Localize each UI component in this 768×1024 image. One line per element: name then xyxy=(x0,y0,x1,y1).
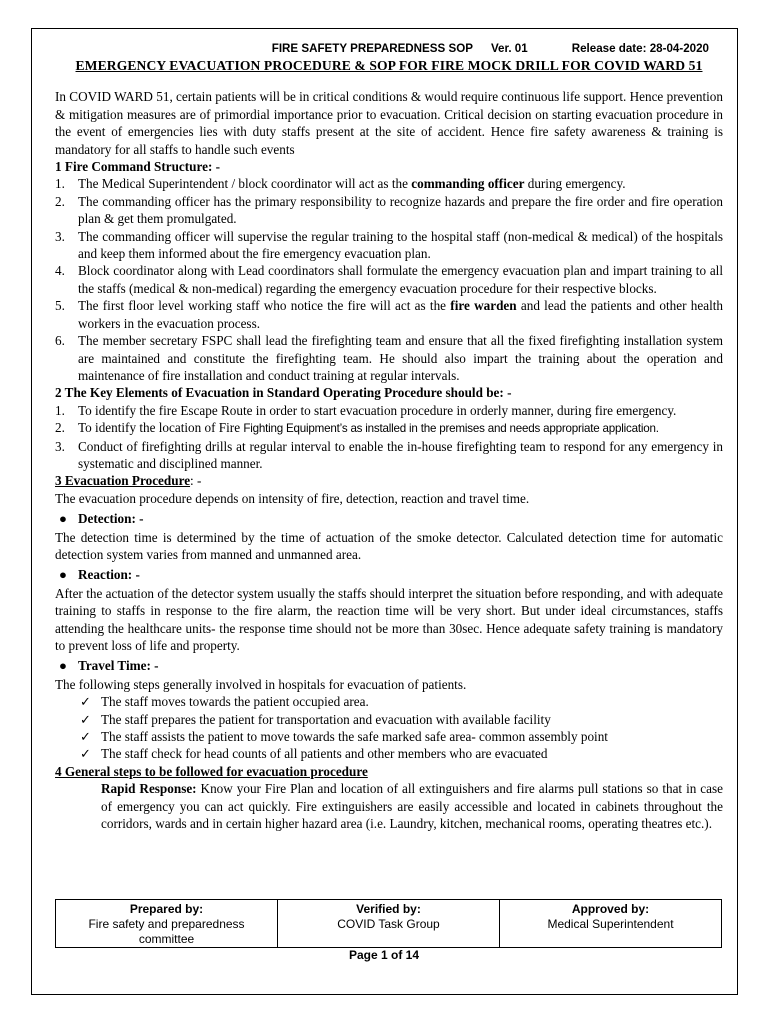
section3-intro: The evacuation procedure depends on intensity of fire, detection, reaction and travel time. xyxy=(55,490,530,506)
checkmark-icon: ✓ xyxy=(80,729,92,745)
list-item: 3. The commanding officer will supervise the regular training to the hospital staff (non-medical & medical) of the hospitals and keep them informed about the fire emergency evacuation plan. xyxy=(55,228,723,262)
section1-list xyxy=(55,175,723,384)
section3-heading: 3 Evacuation Procedure: - xyxy=(55,473,202,489)
list-item: ✓ The staff assists the patient to move towards the safe marked safe area- common assembly point xyxy=(80,729,608,745)
intro-paragraph: In COVID WARD 51, certain patients will be in critical conditions & would require continuous life support. Hence prevention & mitigation measures are of primordial importance prior to evacuation. Critical decision on starting evacuation procedure in the event of emergencies lies with duty staffs present at the site of accident. Hence fire safety awareness & training is mandatory for all staffs to handle such events xyxy=(55,89,723,157)
version: Ver. 01 xyxy=(490,42,528,55)
list-item: 2. The commanding officer has the primary responsibility to recognize hazards and prepare the fire order and fire operation plan & get them promulgated. xyxy=(55,193,723,227)
list-item: ✓ The staff prepares the patient for transportation and evacuation with available facility xyxy=(80,711,551,727)
approved-by-cell: Approved by: Medical Superintendent xyxy=(500,900,722,948)
signoff-table xyxy=(55,899,722,948)
reaction-text: After the actuation of the detector system usually the staffs should interpret the situation before responding, and with adequate training to staffs in response to the fire alarm, the reaction time will be very short. But under ideal circumstances, staffs attending the healthcare units- the response time should not be more than 30sec. Hence adequate safety training is mandatory to prevent loss of life and property. xyxy=(55,585,723,653)
section4-heading: 4 General steps to be followed for evacuation procedure xyxy=(55,763,368,779)
list-item: ✓ The staff moves towards the patient occupied area. xyxy=(80,694,369,710)
release-date: Release date: 28-04-2020 xyxy=(571,42,709,55)
rapid-response-paragraph: Rapid Response: Know your Fire Plan and location of all extinguishers and fire alarms pull stations so that in case of emergency you can act quickly. Fire extinguishers are easily accessible and located in cabinets throughout the corridors, wards and in certain higher hazard area (i.e. Laundry, kitchen, mechanical rooms, operating theatres etc.). xyxy=(101,781,723,832)
section2-list xyxy=(55,402,723,473)
list-item: 1. The Medical Superintendent / block coordinator will act as the commanding officer during emergency. xyxy=(55,176,626,192)
travel-text: The following steps generally involved in hospitals for evacuation of patients. xyxy=(55,676,467,692)
detection-text: The detection time is determined by the time of actuation of the smoke detector. Calculated detection time for automatic detection system varies from manned and unmanned area. xyxy=(55,529,723,562)
reaction-heading: ● Reaction: - xyxy=(59,567,140,583)
list-item: 6. The member secretary FSPC shall lead the firefighting team and ensure that all the fixed firefighting installation system are maintained and constitute the firefighting team. He should also impart the training about the operation and maintenance of fire installation and conduct training at regular intervals. xyxy=(55,333,723,383)
verified-by-cell: Verified by: COVID Task Group xyxy=(278,900,500,948)
list-item: 1. To identify the fire Escape Route in order to start evacuation procedure in orderly manner, during fire emergency. xyxy=(55,402,677,418)
page-number: Page 1 of 14 xyxy=(348,948,420,962)
checkmark-icon: ✓ xyxy=(80,746,92,762)
section2-heading: 2 The Key Elements of Evacuation in Standard Operating Procedure should be: - xyxy=(55,385,512,401)
travel-heading: ● Travel Time: - xyxy=(59,658,159,674)
prepared-by-cell: Prepared by: Fire safety and preparedness committee xyxy=(56,900,278,948)
list-item: ✓ The staff check for head counts of all patients and other members who are evacuated xyxy=(80,746,548,762)
travel-steps xyxy=(55,693,723,763)
document-header xyxy=(55,41,723,57)
checkmark-icon: ✓ xyxy=(80,711,92,727)
detection-heading: ● Detection: - xyxy=(59,511,144,527)
list-item: 2. To identify the location of Fire Fighting Equipment’s as installed in the premises and needs appropriate application. xyxy=(55,420,659,436)
document-body xyxy=(55,41,723,832)
document-title: EMERGENCY EVACUATION PROCEDURE & SOP FOR FIRE MOCK DRILL FOR COVID WARD 51 xyxy=(75,58,703,73)
section1-heading: 1 Fire Command Structure: - xyxy=(55,159,221,175)
list-item: 3. Conduct of firefighting drills at regular interval to enable the in-house firefighting team to respond for any emergency in systematic and disciplined manner. xyxy=(55,438,723,471)
list-item: 4. Block coordinator along with Lead coordinators shall formulate the emergency evacuation plan and impart training to all the staffs (medical & non-medical) regarding the emergency evacuation procedure for their respective blocks. xyxy=(55,263,723,296)
checkmark-icon: ✓ xyxy=(80,694,92,710)
list-item: 5. The first floor level working staff who notice the fire will act as the fire warden and lead the patients and other health workers in the evacuation process. xyxy=(55,298,723,331)
sop-name: FIRE SAFETY PREPAREDNESS SOP xyxy=(271,42,473,55)
